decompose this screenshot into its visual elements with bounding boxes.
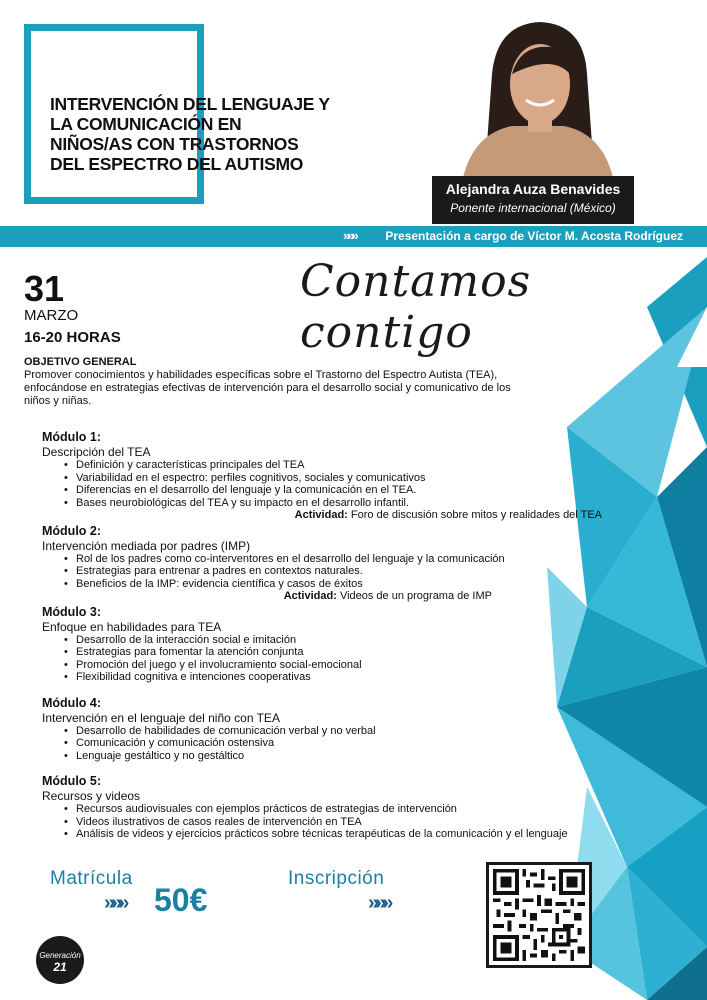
slogan: Contamos contigo [300,256,532,358]
speaker-portrait-icon [452,14,624,182]
chevrons-icon: »»» [104,892,126,914]
list-item: • Rol de los padres como co-interventores en el desarrollo del lenguaje y la comunicación [64,553,602,566]
module-subtitle: Intervención mediada por padres (IMP) [42,538,251,553]
date-day: 31 [24,268,65,309]
module-2 [42,524,602,603]
list-item: • Recursos audiovisuales con ejemplos prácticos de estrategias de intervención [64,803,602,816]
module-items [64,634,602,684]
speaker-name: Alejandra Auza Benavides [445,181,621,197]
qr-code[interactable] [486,862,592,968]
module-5 [42,774,602,841]
list-item: • Comunicación y comunicación ostensiva [64,737,602,750]
event-title [50,94,340,174]
chevrons-icon: »»» [368,892,390,914]
objective [24,356,524,408]
module-title: Módulo 3: [42,604,102,619]
list-item: • Variabilidad en el espectro: perfiles cognitivos, sociales y comunicativos [64,472,602,485]
registration-price: 50€ [154,882,208,918]
module-4 [42,696,602,763]
list-item: • Estrategias para entrenar a padres en contextos naturales. [64,565,602,578]
module-title: Módulo 2: [42,523,102,538]
date-month: MARZO [24,307,79,324]
module-activity [42,590,602,603]
logo-line1: Generación [39,951,81,960]
title-line: LA COMUNICACIÓN EN [50,114,242,134]
module-items [64,725,602,763]
list-item: • Beneficios de la IMP: evidencia científica y casos de éxitos [64,578,602,591]
module-subtitle: Intervención en el lenguaje del niño con TEA [42,710,280,725]
module-subtitle: Recursos y videos [42,789,141,803]
speaker-box [432,176,634,224]
title-line: NIÑOS/AS CON TRASTORNOS [50,134,299,154]
inscription-label: Inscripción [288,868,385,889]
activity-text: Foro de discusión sobre mitos y realidades del TEA [350,509,602,521]
list-item: • Videos ilustrativos de casos reales de intervención en TEA [64,816,602,829]
objective-title: OBJETIVO GENERAL [24,356,137,368]
module-title: Módulo 1: [42,430,102,444]
module-items [64,553,602,591]
list-item: • Flexibilidad cognitiva e intenciones cooperativas [64,671,602,684]
list-item: • Promoción del juego y el involucramiento social-emocional [64,659,602,672]
presenter-text: Presentación a cargo de Víctor M. Acosta Rodríguez [385,229,683,243]
module-activity [42,509,602,522]
module-subtitle: Enfoque en habilidades para TEA [42,619,222,634]
module-title: Módulo 4: [42,695,102,710]
module-subtitle: Descripción del TEA [42,445,151,459]
activity-label: Actividad: [283,590,337,602]
module-title: Módulo 5: [42,774,102,788]
list-item: • Bases neurobiológicas del TEA y su impacto en el desarrollo infantil. [64,497,602,510]
module-3 [42,605,602,684]
list-item: • Diferencias en el desarrollo del lenguaje y la comunicación en el TEA. [64,484,602,497]
module-items [64,459,602,509]
generacion-21-logo [36,936,84,984]
list-item: • Definición y características principales del TEA [64,459,602,472]
list-item: • Estrategias para fomentar la atención conjunta [64,646,602,659]
list-item: • Desarrollo de habilidades de comunicación verbal y no verbal [64,725,602,738]
chevrons-icon: »»» [343,228,356,243]
logo-line2: 21 [53,960,67,974]
module-1 [42,430,602,522]
speaker-photo [452,14,624,182]
activity-label: Actividad: [294,509,348,521]
objective-text: Promover conocimientos y habilidades específicas sobre el Trastorno del Espectro Autista (TEA), enfocándose en estrategias efectivas de intervención para el desarrollo social y comunicativo de los niños y niñas. [24,369,511,407]
registration-label: Matrícula [50,868,133,889]
title-line: DEL ESPECTRO DEL AUTISMO [50,154,304,174]
presenter-band [0,226,707,247]
module-items [64,803,602,841]
speaker-role: Ponente internacional (México) [450,201,616,215]
modules [42,430,602,847]
list-item: • Lenguaje gestáltico y no gestáltico [64,750,602,763]
list-item: • Desarrollo de la interacción social e imitación [64,634,602,647]
title-line: INTERVENCIÓN DEL LENGUAJE Y [50,94,330,114]
activity-text: Videos de un programa de IMP [339,590,492,602]
qr-code-icon [493,869,585,961]
list-item: • Análisis de videos y ejercicios prácticos sobre técnicas terapéuticas de la comunicación y el lenguaje [64,828,602,841]
date-hours: 16-20 HORAS [24,329,121,346]
